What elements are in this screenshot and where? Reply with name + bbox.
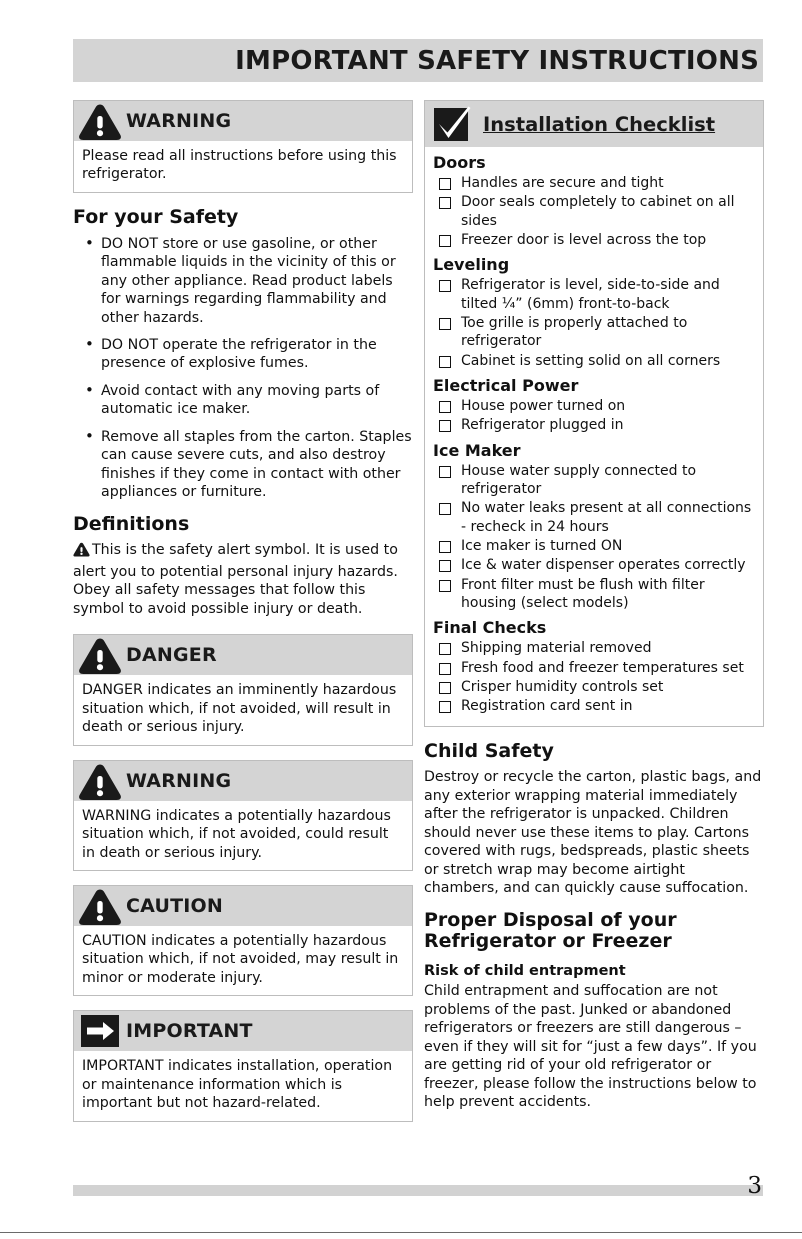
checklist-item-label: Registration card sent in <box>461 698 633 715</box>
caution-callout-body: CAUTION indicates a potentially hazardous situation which, if not avoided, may result in minor or moderate injury. <box>82 933 399 986</box>
definitions-heading: Definitions <box>73 512 190 535</box>
warning-triangle-icon <box>74 761 126 801</box>
checklist-item[interactable] <box>431 314 757 351</box>
warning-definition-body: WARNING indicates a potentially hazardous situation which, if not avoided, could result in death or serious injury. <box>82 807 391 861</box>
checkbox-icon[interactable] <box>439 580 451 592</box>
checklist-item[interactable] <box>431 576 757 613</box>
checklist-items <box>431 639 757 715</box>
checklist-item[interactable] <box>431 397 757 415</box>
installation-checklist-box <box>424 100 764 727</box>
checklist-item[interactable] <box>431 231 757 249</box>
checklist-item-label: House water supply connected to refrigerator <box>461 462 697 497</box>
danger-callout-box <box>73 634 413 745</box>
checklist-item-label: Fresh food and freezer temperatures set <box>461 659 744 676</box>
definitions-paragraph: This is the safety alert symbol. It is used to alert you to potential personal injury hazards. Obey all safety messages that follow this symbol to avoid possible injury or death. <box>73 542 398 617</box>
checklist-group-ice-maker <box>431 441 757 613</box>
arrow-right-icon <box>74 1011 126 1051</box>
checklist-item[interactable] <box>431 193 757 230</box>
checklist-item-label: Cabinet is setting solid on all corners <box>461 352 721 369</box>
important-callout-label: IMPORTANT <box>126 1020 253 1043</box>
checklist-item[interactable] <box>431 639 757 657</box>
checkbox-icon[interactable] <box>439 643 451 655</box>
warning-definition-box <box>73 760 413 871</box>
checklist-item-label: Crisper humidity controls set <box>461 678 664 695</box>
checklist-items <box>431 462 757 613</box>
warning-callout-box <box>73 100 413 193</box>
page-number: 3 <box>747 1173 762 1199</box>
checklist-item-label: Freezer door is level across the top <box>461 231 707 248</box>
warning-triangle-icon <box>74 886 126 926</box>
checklist-group-title: Leveling <box>433 255 510 275</box>
footer-bar <box>73 1185 763 1196</box>
checklist-group-leveling <box>431 255 757 370</box>
definitions-paragraph-wrapper <box>73 541 413 618</box>
checklist-item-label: Shipping material removed <box>461 640 652 657</box>
checklist-item[interactable] <box>431 659 757 677</box>
danger-callout-label: DANGER <box>126 644 217 667</box>
checkbox-icon[interactable] <box>439 356 451 368</box>
checklist-item[interactable] <box>431 537 757 555</box>
child-safety-heading: Child Safety <box>424 739 554 762</box>
for-your-safety-list <box>73 235 413 502</box>
checklist-group-title: Doors <box>433 153 486 172</box>
list-item: • Remove all staples from the carton. Staples can cause severe cuts, and also destroy finishes if they come in contact with other appliances or furniture. <box>73 428 413 502</box>
left-column <box>73 100 413 1136</box>
caution-callout-header <box>74 886 412 926</box>
checkmark-box-icon <box>425 104 483 144</box>
checklist-item[interactable] <box>431 416 757 434</box>
checkbox-icon[interactable] <box>439 560 451 572</box>
checklist-item-label: Handles are secure and tight <box>461 175 664 191</box>
checkbox-icon[interactable] <box>439 466 451 478</box>
warning-triangle-icon <box>74 635 126 675</box>
bottom-rule <box>0 1232 802 1233</box>
caution-callout-label: CAUTION <box>126 895 223 918</box>
for-your-safety-heading: For your Safety <box>73 205 239 228</box>
checklist-item-label: Ice & water dispenser operates correctly <box>461 557 746 574</box>
checklist-group-title: Electrical Power <box>433 375 579 395</box>
important-callout-header <box>74 1011 412 1051</box>
installation-checklist-header <box>425 101 763 147</box>
checklist-item[interactable] <box>431 352 757 370</box>
warning-callout-header <box>74 101 412 141</box>
checklist-group-title: Final Checks <box>433 618 547 638</box>
right-column <box>424 100 764 1121</box>
checklist-items <box>431 174 757 249</box>
checklist-item[interactable] <box>431 697 757 715</box>
checkbox-icon[interactable] <box>439 701 451 713</box>
checkbox-icon[interactable] <box>439 541 451 553</box>
checklist-item-label: Toe grille is properly attached to refrigerator <box>461 314 688 350</box>
warning-definition-label: WARNING <box>126 769 232 792</box>
list-item: • Avoid contact with any moving parts of automatic ice maker. <box>73 382 413 419</box>
checkbox-icon[interactable] <box>439 235 451 247</box>
caution-callout-box <box>73 885 413 996</box>
checkbox-icon[interactable] <box>439 318 451 330</box>
proper-disposal-paragraph: Child entrapment and suffocation are not problems of the past. Junked or abandoned refrigerators or freezers are still dangerous – even if they will sit for “just a few days”. If you are getting rid of your old refrigerator or freezer, please follow the instructions below to help prevent accidents. <box>424 983 757 1110</box>
safety-alert-triangle-icon <box>73 542 90 562</box>
checkbox-icon[interactable] <box>439 280 451 292</box>
page-title-bar <box>73 39 763 82</box>
checklist-group-electrical-power <box>431 376 757 435</box>
checklist-items <box>431 276 757 370</box>
list-item: • DO NOT operate the refrigerator in the presence of explosive fumes. <box>73 336 413 373</box>
checklist-item-label: Front filter must be flush with filter housing (select models) <box>461 576 705 611</box>
important-callout-box <box>73 1010 413 1121</box>
warning-callout-body: Please read all instructions before using this refrigerator. <box>82 148 397 183</box>
checkbox-icon[interactable] <box>439 178 451 190</box>
checkbox-icon[interactable] <box>439 420 451 432</box>
checklist-item-label: House power turned on <box>461 397 626 414</box>
checkbox-icon[interactable] <box>439 663 451 675</box>
child-safety-paragraph: Destroy or recycle the carton, plastic bags, and any exterior wrapping material immediately after the refrigerator is unpacked. Children should never use these items to play. Cartons covered with rugs, bedspreads, plastic sheets or stretch wrap may become airtight chambers, and can quickly cause suffocation. <box>424 769 762 897</box>
checklist-item-label: No water leaks present at all connections - recheck in 24 hours <box>461 500 752 535</box>
checklist-item-label: Door seals completely to cabinet on all sides <box>461 194 735 229</box>
checkbox-icon[interactable] <box>439 401 451 413</box>
checklist-item[interactable] <box>431 499 757 536</box>
page-title: IMPORTANT SAFETY INSTRUCTIONS <box>235 45 759 76</box>
checklist-item[interactable] <box>431 174 757 192</box>
installation-checklist-title: Installation Checklist <box>483 112 716 136</box>
checklist-item-label: Refrigerator is level, side-to-side and tilted ¼” (6mm) front-to-back <box>461 277 720 312</box>
warning-triangle-icon <box>74 101 126 141</box>
warning-callout-label: WARNING <box>126 110 232 132</box>
checklist-item[interactable] <box>431 276 757 313</box>
checklist-item-label: Ice maker is turned ON <box>461 537 623 554</box>
proper-disposal-heading: Proper Disposal of your Refrigerator or Freezer <box>424 908 677 953</box>
checklist-item[interactable] <box>431 556 757 574</box>
checklist-items <box>431 397 757 435</box>
checkbox-icon[interactable] <box>439 503 451 515</box>
checklist-group-title: Ice Maker <box>433 440 521 460</box>
danger-callout-header <box>74 635 412 675</box>
checklist-item[interactable] <box>431 678 757 696</box>
installation-checklist-body <box>425 147 763 726</box>
checkbox-icon[interactable] <box>439 682 451 694</box>
warning-definition-header <box>74 761 412 801</box>
risk-of-child-entrapment-subheading: Risk of child entrapment <box>424 963 626 980</box>
checklist-item[interactable] <box>431 462 757 499</box>
list-item: • DO NOT store or use gasoline, or other flammable liquids in the vicinity of this or any other appliance. Read product labels for warnings regarding flammability and other hazards. <box>73 235 413 327</box>
danger-callout-body: DANGER indicates an imminently hazardous situation which, if not avoided, will result in death or serious injury. <box>82 682 397 736</box>
checklist-group-final-checks <box>431 618 757 715</box>
checklist-group-doors <box>431 153 757 249</box>
checkbox-icon[interactable] <box>439 197 451 209</box>
important-callout-body: IMPORTANT indicates installation, operation or maintenance information which is important but not hazard-related. <box>82 1058 393 1112</box>
checklist-item-label: Refrigerator plugged in <box>461 417 624 434</box>
